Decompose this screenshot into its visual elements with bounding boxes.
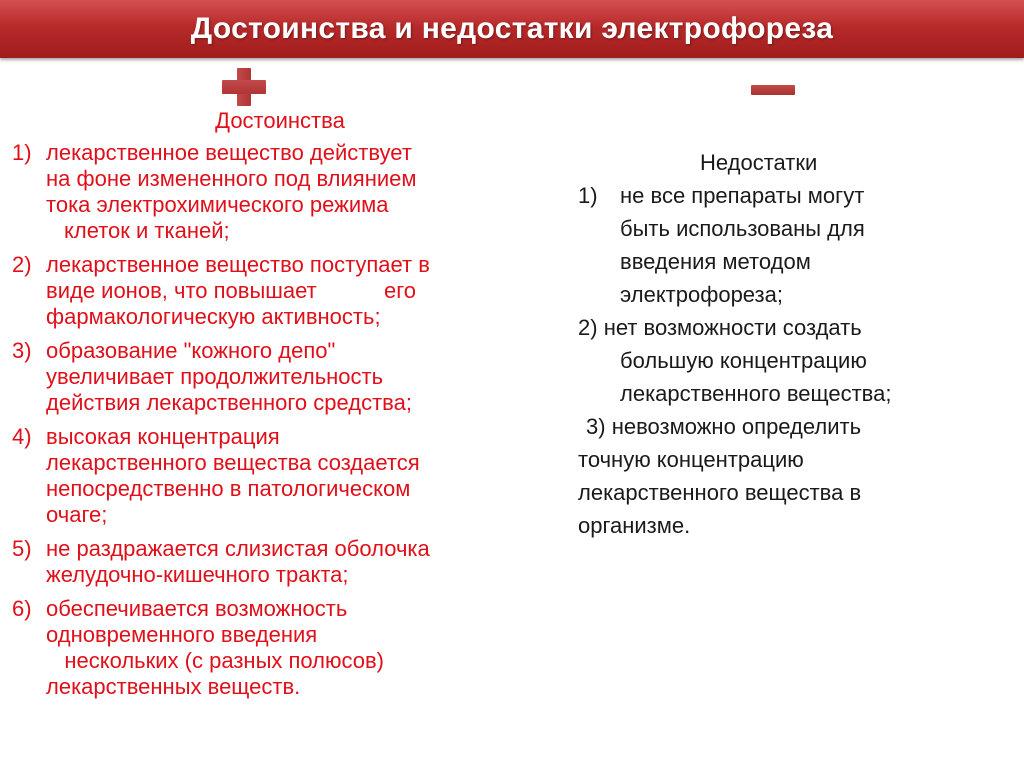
advantage-item-1 <box>12 140 552 244</box>
advantage-number: 3) <box>12 338 32 363</box>
advantage-text-line: непосредственно в патологическом <box>46 476 411 501</box>
advantage-text-line: тока электрохимического режима <box>46 192 389 217</box>
disadvantage-text-line: лекарственного вещества; <box>620 381 892 406</box>
disadvantages-column <box>578 146 1008 542</box>
title-bar <box>0 0 1024 58</box>
plus-icon <box>222 68 266 106</box>
advantage-number: 5) <box>12 536 32 561</box>
advantage-text-line: лекарственных веществ. <box>46 674 301 699</box>
advantage-text-line: лекарственное вещество поступает в <box>46 252 430 277</box>
advantage-text-line: обеспечивается возможность <box>46 596 348 621</box>
disadvantage-text-line: лекарственного вещества в <box>578 480 862 505</box>
advantage-item-6 <box>12 596 552 700</box>
advantage-text-line: фармакологическую активность; <box>46 304 381 329</box>
advantage-item-2 <box>12 252 552 330</box>
disadvantage-number: 2) <box>578 315 598 340</box>
disadvantage-text-line: невозможно определить <box>611 414 862 439</box>
advantage-text-line: образование "кожного депо" <box>46 338 336 363</box>
advantage-text-line: на фоне измененного под влиянием <box>46 166 417 191</box>
advantage-number: 6) <box>12 596 32 621</box>
advantage-text-line: лекарственного вещества создается <box>46 450 420 475</box>
slide-title: Достоинства и недостатки электрофореза <box>190 12 834 45</box>
disadvantage-text-line: организме. <box>578 513 691 538</box>
advantage-text-line: не раздражается слизистая оболочка <box>46 536 430 561</box>
disadvantage-first-line <box>578 410 1008 443</box>
disadvantage-item-1 <box>578 179 1008 311</box>
disadvantage-text-line: электрофореза; <box>620 282 783 307</box>
advantage-number: 2) <box>12 252 32 277</box>
advantage-item-4 <box>12 424 552 528</box>
advantage-item-5 <box>12 536 552 588</box>
disadvantage-text-line: нет возможности создать <box>603 315 862 340</box>
advantage-text-line: увеличивает продолжительность <box>46 364 384 389</box>
disadvantage-text-line: введения методом <box>620 249 811 274</box>
advantage-number: 4) <box>12 424 32 449</box>
advantage-text-line: лекарственное вещество действует <box>46 140 412 165</box>
advantages-column <box>12 108 552 708</box>
disadvantages-heading: Недостатки <box>700 150 818 175</box>
disadvantage-text-line: не все препараты могут <box>620 183 865 208</box>
disadvantage-number: 1) <box>578 183 598 208</box>
disadvantage-text-line: точную концентрацию <box>578 447 804 472</box>
advantage-text-line: одновременного введения <box>46 622 318 647</box>
advantage-text-line: очаге; <box>46 502 108 527</box>
advantage-text-line: виде ионов, что повышает его <box>46 278 416 303</box>
advantages-heading: Достоинства <box>215 108 345 133</box>
advantage-item-3 <box>12 338 552 416</box>
disadvantage-number: 3) <box>586 414 606 439</box>
disadvantage-first-line <box>578 311 1008 344</box>
disadvantage-text-line: быть использованы для <box>620 216 865 241</box>
advantage-text-line: желудочно-кишечного тракта; <box>46 562 349 587</box>
minus-icon <box>751 85 795 95</box>
advantage-text-line: нескольких (с разных полюсов) <box>46 648 384 673</box>
advantage-number: 1) <box>12 140 32 165</box>
disadvantage-item-3 <box>578 410 1008 542</box>
advantage-text-line: действия лекарственного средства; <box>46 390 412 415</box>
disadvantage-item-2 <box>578 311 1008 410</box>
advantage-text-line: высокая концентрация <box>46 424 280 449</box>
advantage-text-line: клеток и тканей; <box>64 218 230 243</box>
disadvantage-text-line: большую концентрацию <box>620 348 867 373</box>
